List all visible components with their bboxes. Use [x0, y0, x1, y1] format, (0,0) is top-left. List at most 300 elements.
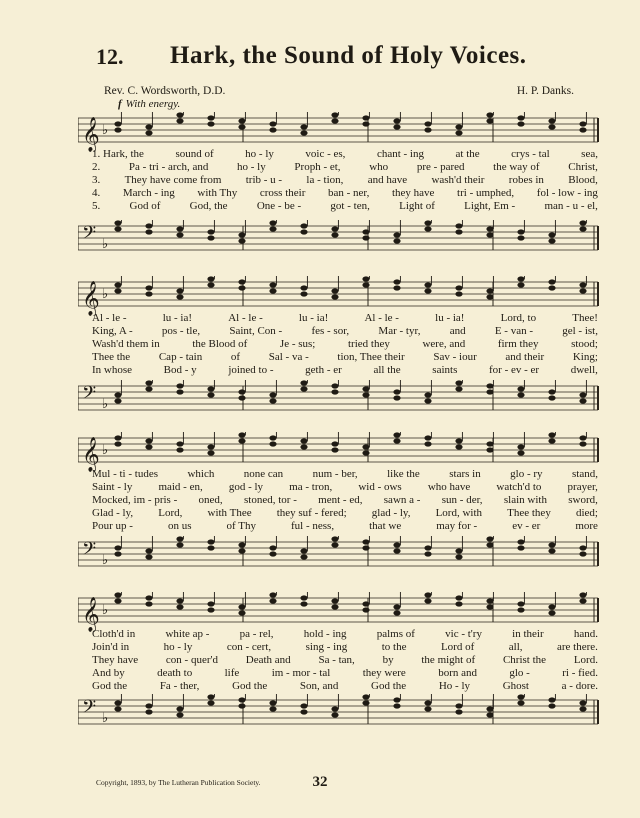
lyric-syllable: Lord, with [435, 507, 483, 519]
note-head [424, 220, 431, 225]
note-head [114, 545, 121, 550]
note-head [114, 435, 121, 440]
note-head [517, 601, 524, 606]
flat-icon: ♭ [102, 710, 109, 725]
note-head [176, 604, 183, 609]
lyric-syllable: sea, [581, 148, 598, 160]
note-head [548, 697, 555, 702]
note-head [393, 395, 400, 400]
lyric-syllable: King, A - [92, 325, 133, 337]
lyric-syllable: Cap - tain [158, 351, 203, 363]
lyric-syllable: to the [381, 641, 407, 653]
lyric-line [92, 641, 598, 654]
lyric-syllable: Wash'd them in [92, 338, 160, 350]
flat-icon: ♭ [102, 602, 109, 617]
note-head [145, 709, 152, 714]
note-head [393, 548, 400, 553]
treble-clef-icon: 𝄞 [82, 437, 100, 472]
note-head [579, 441, 586, 446]
flat-icon: ♭ [102, 236, 109, 251]
note-head [424, 282, 431, 287]
note-head [548, 438, 555, 443]
lyric-syllable: God the [371, 680, 407, 692]
composer-credit: H. P. Danks. [516, 85, 574, 97]
note-head [114, 220, 121, 225]
note-head [517, 229, 524, 234]
note-head [362, 121, 369, 126]
lyric-syllable: and their [505, 351, 545, 363]
lyric-syllable: chant - ing [376, 148, 424, 160]
lyric-syllable: oned, [198, 494, 223, 506]
lyric-syllable: Mul - ti - tudes [92, 468, 158, 480]
lyric-syllable: they suf - fered; [276, 507, 347, 519]
note-head [269, 127, 276, 132]
lyric-syllable: robes in [508, 174, 544, 186]
treble-staff-lines [78, 276, 600, 316]
note-head [145, 595, 152, 600]
note-head [455, 554, 462, 559]
lyric-syllable: Christ, [568, 161, 598, 173]
treble-clef-icon: 𝄞 [82, 597, 100, 632]
lyric-syllable: palms of [376, 628, 415, 640]
note-head [238, 232, 245, 237]
lyric-syllable: King; [572, 351, 598, 363]
note-head [176, 288, 183, 293]
lyric-syllable: 1. Hark, the [92, 148, 144, 160]
note-head [517, 545, 524, 550]
lyric-line [92, 654, 598, 667]
lyric-syllable: born and [438, 667, 477, 679]
lyric-syllable: num - ber, [312, 468, 358, 480]
lyric-syllable: con - cert, [226, 641, 272, 653]
lyric-syllable: may for - [436, 520, 478, 532]
lyric-syllable: Thee! [572, 312, 598, 324]
lyric-syllable: They have come from [124, 174, 222, 186]
note-head [269, 545, 276, 550]
note-head [238, 279, 245, 284]
note-head [176, 294, 183, 299]
note-head [114, 127, 121, 132]
lyric-syllable: watch'd to [496, 481, 542, 493]
note-head [455, 291, 462, 296]
note-head [517, 607, 524, 612]
note-head [486, 383, 493, 388]
bass-staff [78, 694, 600, 734]
note-head [238, 438, 245, 443]
note-head [114, 592, 121, 597]
bass-clef-icon: 𝄢 [82, 697, 97, 722]
lyric-syllable: Lord, [158, 507, 183, 519]
note-head [362, 115, 369, 120]
lyric-syllable: 3. [92, 174, 101, 186]
lyric-syllable: stood; [571, 338, 598, 350]
note-head [145, 386, 152, 391]
lyric-syllable: crys - tal [511, 148, 550, 160]
lyric-syllable: ho - ly [163, 641, 193, 653]
note-head [455, 709, 462, 714]
lyric-syllable: God the [232, 680, 268, 692]
note-head [114, 226, 121, 231]
note-head [517, 392, 524, 397]
lyric-syllable: God of [129, 200, 161, 212]
lyric-syllable: im - mor - tal [271, 667, 331, 679]
note-head [517, 700, 524, 705]
lyric-syllable: a - dore. [561, 680, 598, 692]
note-head [548, 238, 555, 243]
note-head [269, 700, 276, 705]
note-head [579, 592, 586, 597]
lyric-syllable: who [369, 161, 389, 173]
note-head [114, 551, 121, 556]
note-head [238, 542, 245, 547]
note-head [176, 706, 183, 711]
note-head [207, 444, 214, 449]
note-head [114, 392, 121, 397]
note-head [455, 595, 462, 600]
lyric-syllable: hand. [573, 628, 598, 640]
note-head [362, 276, 369, 281]
note-head [176, 598, 183, 603]
note-head [207, 121, 214, 126]
lyric-syllable: on us [167, 520, 192, 532]
note-head [269, 392, 276, 397]
lyric-syllable: Light, Em - [464, 200, 516, 212]
music-system-4 [78, 588, 600, 744]
bass-clef-icon: 𝄢 [82, 223, 97, 248]
note-head [548, 279, 555, 284]
note-head [455, 438, 462, 443]
note-head [486, 447, 493, 452]
note-head [424, 121, 431, 126]
lyric-syllable: 5. [92, 200, 101, 212]
lyric-syllable: life [224, 667, 240, 679]
note-head [176, 389, 183, 394]
note-head [331, 118, 338, 123]
lyric-line [92, 520, 598, 533]
note-head [269, 598, 276, 603]
lyric-line [92, 364, 598, 377]
lyric-line [92, 187, 598, 200]
lyric-syllable: pa - rel, [239, 628, 274, 640]
note-head [207, 386, 214, 391]
note-head [145, 223, 152, 228]
note-head [579, 706, 586, 711]
note-head [207, 601, 214, 606]
lyric-syllable: maid - en, [158, 481, 203, 493]
note-head [207, 700, 214, 705]
note-head [207, 450, 214, 455]
lyric-syllable: they have [391, 187, 435, 199]
note-head [331, 294, 338, 299]
note-head [548, 124, 555, 129]
note-head [145, 601, 152, 606]
note-head [486, 542, 493, 547]
note-head [517, 115, 524, 120]
treble-staff [78, 112, 600, 152]
note-head [548, 610, 555, 615]
lyric-syllable: wash'd their [431, 174, 485, 186]
bass-staff-lines [78, 536, 600, 576]
lyric-syllable: with Thy [197, 187, 238, 199]
lyric-syllable: ful - ness, [291, 520, 335, 532]
note-head [455, 703, 462, 708]
lyric-syllable: that we [369, 520, 402, 532]
tempo-text: With energy. [125, 98, 181, 110]
lyric-line [92, 351, 598, 364]
lyric-syllable: they were [362, 667, 406, 679]
lyric-syllable: Glad - ly, [92, 507, 134, 519]
note-head [579, 598, 586, 603]
note-head [393, 432, 400, 437]
note-head [238, 432, 245, 437]
lyric-syllable: and [449, 325, 466, 337]
lyric-syllable: Son, and [299, 680, 339, 692]
note-head [362, 229, 369, 234]
note-head [393, 604, 400, 609]
note-head [517, 539, 524, 544]
note-head [145, 438, 152, 443]
lyric-syllable: Al - le - [92, 312, 127, 324]
note-head [145, 554, 152, 559]
lyric-syllable: wid - ows [358, 481, 402, 493]
note-head [207, 235, 214, 240]
note-head [486, 226, 493, 231]
note-head [238, 118, 245, 123]
note-head [579, 226, 586, 231]
note-head [455, 444, 462, 449]
note-head [300, 124, 307, 129]
lyric-syllable: pos - tle, [161, 325, 201, 337]
note-head [548, 285, 555, 290]
note-head [362, 235, 369, 240]
note-head [176, 447, 183, 452]
lyric-syllable: ho - ly [245, 148, 274, 160]
lyric-syllable: Pour up - [92, 520, 133, 532]
note-head [300, 595, 307, 600]
lyric-syllable: firm they [497, 338, 539, 350]
lyric-line [92, 667, 598, 680]
lyric-syllable: which [187, 468, 215, 480]
note-head [579, 282, 586, 287]
note-head [300, 554, 307, 559]
note-head [331, 288, 338, 293]
lyric-syllable: Thee they [507, 507, 551, 519]
lyric-syllable: lu - ia! [435, 312, 465, 324]
note-head [176, 712, 183, 717]
lyric-syllable: stars in [449, 468, 481, 480]
note-head [455, 548, 462, 553]
note-head [517, 235, 524, 240]
note-head [548, 118, 555, 123]
lyric-syllable: glo - [509, 667, 530, 679]
note-head [579, 398, 586, 403]
note-head [207, 276, 214, 281]
lyric-syllable: Ghost [502, 680, 529, 692]
note-head [362, 392, 369, 397]
lyric-syllable: God the [92, 680, 128, 692]
note-head [424, 551, 431, 556]
note-head [207, 282, 214, 287]
bass-clef-icon: 𝄢 [82, 383, 97, 408]
lyric-syllable: are there. [557, 641, 598, 653]
lyric-syllable: Pa - tri - arch, and [128, 161, 209, 173]
note-head [300, 285, 307, 290]
note-head [517, 450, 524, 455]
note-head [207, 115, 214, 120]
note-head [548, 232, 555, 237]
note-head [207, 545, 214, 550]
note-head [362, 607, 369, 612]
note-head [331, 598, 338, 603]
bass-staff [78, 220, 600, 260]
note-head [393, 542, 400, 547]
bass-staff-lines [78, 220, 600, 260]
lyric-syllable: the might of [421, 654, 476, 666]
copyright-notice: Copyright, 1893, by The Lutheran Publication Society. [96, 778, 261, 787]
hymn-title: Hark, the Sound of Holy Voices. [170, 42, 527, 69]
note-head [393, 232, 400, 237]
note-head [114, 700, 121, 705]
note-head [145, 703, 152, 708]
lyric-syllable: sound of [175, 148, 214, 160]
tempo-marking [118, 98, 180, 110]
note-head [238, 395, 245, 400]
lyric-syllable: sing - ing [305, 641, 348, 653]
note-head [238, 238, 245, 243]
lyric-syllable: the Blood of [192, 338, 248, 350]
note-head [176, 232, 183, 237]
note-head [579, 545, 586, 550]
note-head [269, 551, 276, 556]
lyric-syllable: ma - tron, [289, 481, 333, 493]
note-head [393, 703, 400, 708]
note-head [579, 551, 586, 556]
note-head [331, 712, 338, 717]
note-head [300, 709, 307, 714]
lyric-syllable: like the [387, 468, 420, 480]
note-head [517, 386, 524, 391]
note-head [300, 130, 307, 135]
lyric-syllable: stand, [572, 468, 598, 480]
note-head [331, 232, 338, 237]
note-head [424, 226, 431, 231]
note-head [393, 285, 400, 290]
lyric-syllable: Sal - va - [268, 351, 309, 363]
lyric-syllable: Al - le - [364, 312, 399, 324]
lyric-syllable: dwell, [570, 364, 598, 376]
treble-staff [78, 432, 600, 472]
note-head [548, 703, 555, 708]
lyric-syllable: glo - ry [510, 468, 543, 480]
note-head [331, 542, 338, 547]
note-head [331, 112, 338, 117]
note-head [362, 386, 369, 391]
note-head [486, 536, 493, 541]
note-head [300, 380, 307, 385]
lyric-line [92, 481, 598, 494]
lyrics-block [92, 148, 598, 213]
lyric-syllable: One - be - [256, 200, 302, 212]
lyric-syllable: lu - ia! [162, 312, 193, 324]
note-head [424, 592, 431, 597]
note-head [207, 694, 214, 699]
note-head [331, 447, 338, 452]
note-head [548, 432, 555, 437]
lyric-line [92, 148, 598, 161]
note-head [455, 386, 462, 391]
lyric-syllable: E - van - [494, 325, 533, 337]
lyric-syllable: cross their [259, 187, 306, 199]
lyric-syllable: ho - ly [237, 161, 266, 173]
note-head [579, 121, 586, 126]
lyric-syllable: all the [373, 364, 401, 376]
note-head [579, 220, 586, 225]
note-head [424, 545, 431, 550]
lyric-syllable: sword, [568, 494, 598, 506]
lyric-syllable: Saint - ly [92, 481, 133, 493]
note-head [331, 389, 338, 394]
note-head [548, 395, 555, 400]
credits-line [104, 85, 574, 97]
lyric-syllable: Thee the [92, 351, 131, 363]
lyric-syllable: none can [243, 468, 284, 480]
note-head [455, 380, 462, 385]
note-head [486, 232, 493, 237]
lyric-syllable: la - tion, [306, 174, 344, 186]
author-credit: Rev. C. Wordsworth, D.D. [104, 85, 226, 97]
note-head [362, 694, 369, 699]
treble-staff-lines [78, 112, 600, 152]
note-head [238, 285, 245, 290]
bass-staff-lines [78, 694, 600, 734]
treble-staff [78, 276, 600, 316]
note-head [176, 226, 183, 231]
bass-clef-icon: 𝄢 [82, 539, 97, 564]
note-head [424, 398, 431, 403]
note-head [486, 294, 493, 299]
lyric-syllable: Mocked, im - pris - [92, 494, 178, 506]
lyrics-block [92, 468, 598, 533]
note-head [393, 118, 400, 123]
note-head [145, 444, 152, 449]
lyric-line [92, 161, 598, 174]
flat-icon: ♭ [102, 396, 109, 411]
note-head [331, 226, 338, 231]
note-head [269, 441, 276, 446]
lyric-syllable: Mar - tyr, [378, 325, 421, 337]
note-head [269, 121, 276, 126]
note-head [114, 598, 121, 603]
lyric-syllable: all, [508, 641, 523, 653]
dynamic-mark: f [118, 98, 122, 110]
treble-clef-icon: 𝄞 [82, 117, 100, 152]
lyric-syllable: at the [455, 148, 480, 160]
note-head [393, 124, 400, 129]
note-head [269, 226, 276, 231]
note-head [362, 450, 369, 455]
note-head [548, 604, 555, 609]
note-head [455, 124, 462, 129]
lyric-line [92, 325, 598, 338]
lyric-syllable: They have [92, 654, 139, 666]
lyric-syllable: ban - ner, [327, 187, 370, 199]
note-head [486, 604, 493, 609]
lyric-syllable: pre - pared [416, 161, 465, 173]
note-head [393, 610, 400, 615]
lyric-syllable: stoned, tor - [244, 494, 297, 506]
lyric-line [92, 494, 598, 507]
music-system-2 [78, 272, 600, 422]
